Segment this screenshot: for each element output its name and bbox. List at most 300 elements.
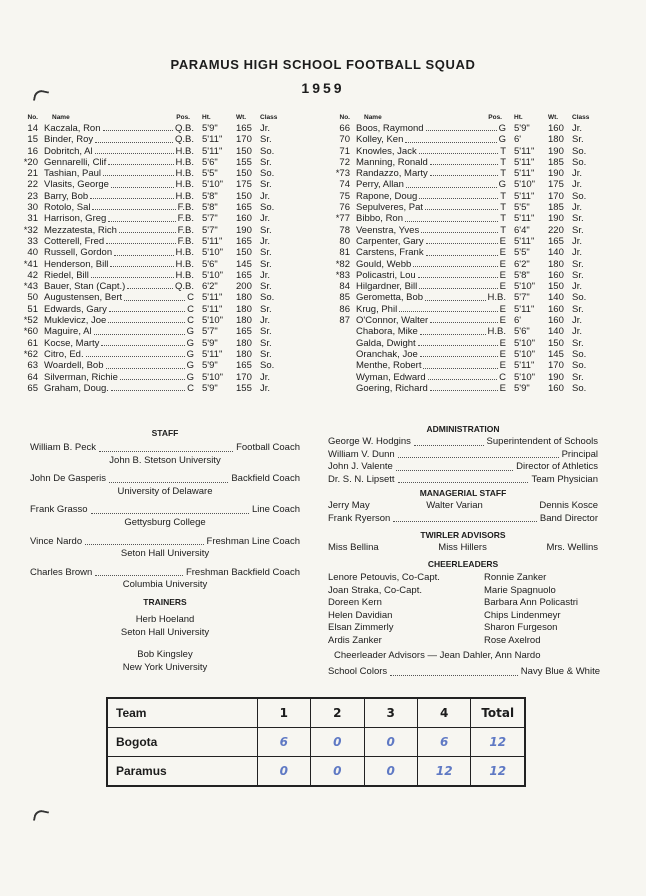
header-height: Ht. (202, 113, 211, 121)
roster-row (326, 338, 631, 349)
leader-dots (423, 360, 497, 368)
player-class: So. (572, 360, 587, 372)
twirler-advisor: Miss Bellina (328, 542, 379, 553)
player-height: 5'10" (202, 371, 224, 383)
leader-dots (106, 360, 185, 368)
player-position: C (187, 303, 194, 315)
cheerleader-name: Ronnie Zanker (484, 572, 547, 583)
leader-dots (398, 449, 559, 459)
leader-dots (426, 123, 497, 131)
player-weight: 165 (236, 269, 252, 281)
header-number: No. (27, 113, 38, 121)
roster-row (14, 157, 314, 168)
trainer-entry (30, 614, 300, 639)
player-position: T (500, 145, 506, 157)
player-position: H.B. (487, 292, 506, 304)
page-title: PARAMUS HIGH SCHOOL FOOTBALL SQUAD (170, 57, 476, 72)
player-name: Goering, Richard (356, 382, 428, 394)
leader-dots (94, 326, 185, 334)
player-name: Chabora, Mike (356, 326, 418, 338)
manager-name: Dennis Kosce (539, 500, 598, 511)
leader-dots (91, 270, 174, 278)
roster-row (326, 236, 631, 247)
roster-row (326, 191, 631, 202)
player-name: Vlasits, George (44, 179, 109, 191)
leader-dots (92, 202, 175, 210)
player-class: Jr. (260, 235, 271, 247)
season-year: 1959 (301, 80, 345, 96)
trainers-heading: TRAINERS (143, 597, 187, 607)
administrator-name: Dr. S. N. Lipsett (328, 473, 395, 485)
leader-dots (420, 326, 486, 334)
player-position: T (500, 190, 506, 202)
handwritten-score: 12 (417, 757, 470, 787)
player-name-position (44, 281, 194, 292)
header-weight: Wt. (548, 113, 559, 121)
player-position: G (498, 134, 506, 146)
twirler-advisor: Mrs. Wellins (546, 542, 598, 553)
staff-entry (30, 473, 300, 498)
scoreboard-header-row (107, 698, 525, 728)
player-name: Tashian, Paul (44, 168, 102, 180)
player-weight: 170 (548, 360, 564, 372)
player-height: 5'11" (202, 134, 223, 146)
jersey-number: 30 (27, 202, 38, 214)
player-position: T (500, 202, 506, 214)
player-class: Sr. (260, 337, 272, 349)
player-height: 5'10" (202, 269, 224, 281)
roster-row (14, 123, 314, 134)
player-class: Sr. (260, 156, 272, 168)
player-class: So. (572, 145, 587, 157)
leader-dots (419, 191, 498, 199)
player-weight: 160 (548, 315, 564, 327)
player-class: Sr. (260, 348, 272, 360)
player-position: Q.B. (174, 123, 194, 134)
player-position: E (499, 281, 506, 293)
player-name: Carstens, Frank (356, 247, 424, 259)
player-position: T (500, 156, 506, 168)
player-name: Gennarelli, Clif (44, 156, 107, 168)
staff-line (30, 442, 300, 455)
player-name: Sepulveres, Pat (356, 202, 424, 214)
leader-dots (430, 168, 498, 176)
player-weight: 160 (548, 123, 564, 134)
jersey-number (326, 338, 356, 349)
jersey-number: 86 (339, 303, 350, 315)
roster-row (14, 134, 314, 145)
leader-dots (430, 157, 498, 165)
player-name-position (356, 326, 506, 337)
jersey-number: 81 (339, 247, 350, 259)
cheerleader-name: Doreen Kern (328, 597, 382, 609)
administration-heading: ADMINISTRATION (426, 424, 500, 434)
player-weight: 180 (236, 303, 252, 315)
player-height: 5'10" (514, 179, 536, 191)
cheerleaders-heading: CHEERLEADERS (427, 559, 499, 569)
player-name: Binder, Roy (44, 134, 94, 146)
manager-name: Walter Varian (426, 500, 483, 511)
player-class: Sr. (572, 213, 584, 225)
header-height: Ht. (514, 113, 523, 121)
player-name-position (356, 179, 506, 190)
manager-name: Jerry May (328, 500, 370, 511)
player-height: 5'10" (514, 281, 536, 293)
staff-role: Line Coach (251, 504, 300, 516)
player-height: 5'11" (514, 213, 535, 225)
player-position: F.B. (177, 235, 194, 247)
jersey-number: 21 (27, 168, 38, 180)
roster-row (14, 168, 314, 179)
leader-dots (103, 168, 173, 176)
roster-row (14, 292, 314, 303)
roster-row (326, 213, 631, 224)
player-name: Henderson, Bill (44, 258, 109, 270)
staff-line (30, 504, 300, 517)
roster-row (326, 383, 631, 394)
leader-dots (425, 202, 498, 210)
player-weight: 185 (548, 156, 564, 168)
player-name-position (44, 304, 194, 315)
roster-row (326, 281, 631, 292)
player-name: Edwards, Gary (44, 303, 107, 315)
player-weight: 150 (236, 247, 252, 259)
player-class: Sr. (260, 134, 272, 146)
player-position: C (187, 382, 194, 394)
player-position: Q.B. (174, 281, 194, 293)
player-position: H.B. (175, 156, 194, 168)
cheerleader-name: Elsan Zimmerly (328, 622, 394, 634)
jersey-number: *60 (23, 326, 38, 338)
player-height: 5'5" (514, 247, 530, 259)
player-name-position (44, 213, 194, 224)
player-height: 5'11" (202, 292, 223, 304)
staff-name: Vince Nardo (30, 535, 83, 547)
leader-dots (109, 304, 185, 312)
leader-dots (419, 146, 498, 154)
trainer-name: Bob Kingsley (137, 649, 193, 661)
player-class: Jr. (572, 202, 583, 214)
player-height: 5'11" (514, 156, 535, 168)
player-class: Jr. (572, 247, 583, 259)
roster-row (14, 191, 314, 202)
leader-dots (426, 247, 498, 255)
player-name: Krug, Phil (356, 303, 398, 315)
player-name-position (44, 157, 194, 168)
cheerleader-name: Barbara Ann Policastri (484, 597, 578, 609)
cheerleader-name: Ardis Zanker (328, 634, 382, 646)
handwritten-score: 0 (364, 728, 417, 757)
player-weight: 140 (548, 326, 564, 338)
leader-dots (124, 292, 185, 300)
player-weight: 150 (548, 337, 564, 349)
player-name-position (356, 225, 506, 236)
player-height: 6' (514, 315, 522, 327)
player-name: Gould, Webb (356, 258, 412, 270)
player-name-position (356, 146, 506, 157)
player-name: Bibbo, Ron (356, 213, 404, 225)
jersey-number: *73 (335, 168, 350, 180)
roster-header-row (14, 110, 314, 123)
player-class: Jr. (260, 315, 271, 327)
player-class: Jr. (572, 235, 583, 247)
twirler-advisor: Miss Hillers (438, 542, 487, 553)
jersey-number: 78 (339, 224, 350, 236)
roster-row (14, 236, 314, 247)
player-name-position (356, 123, 506, 134)
player-position: G (498, 123, 506, 134)
administrator-role: Principal (561, 448, 598, 460)
player-weight: 165 (236, 235, 252, 247)
player-weight: 165 (236, 326, 252, 338)
leader-dots (111, 383, 185, 391)
leader-dots (86, 349, 185, 357)
player-position: E (499, 360, 506, 372)
jersey-number: 75 (339, 190, 350, 202)
roster-row (326, 304, 631, 315)
team-name: Bogota (107, 728, 257, 757)
player-height: 5'9" (202, 360, 218, 372)
jersey-number (326, 383, 356, 394)
roster-left-column (14, 110, 314, 394)
player-weight: 180 (236, 348, 252, 360)
quarter-header: 2 (311, 698, 364, 728)
player-name: Graham, Doug. (44, 382, 109, 394)
player-position: T (500, 224, 506, 236)
player-name-position (44, 372, 194, 383)
staff-role: Football Coach (236, 442, 300, 453)
player-weight: 145 (548, 348, 564, 360)
player-weight: 190 (236, 224, 252, 236)
player-name: Perry, Allan (356, 179, 404, 191)
cheerleader-name: Chips Lindenmeyr (484, 609, 561, 621)
roster-row (14, 281, 314, 292)
player-name-position (44, 259, 194, 270)
player-height: 6'2" (514, 258, 530, 270)
player-position: F.B. (177, 202, 194, 214)
roster-row (14, 179, 314, 190)
player-name-position (356, 383, 506, 394)
leader-dots (85, 536, 203, 546)
player-class: Sr. (260, 258, 272, 270)
player-class: Sr. (260, 326, 272, 338)
administrator-role: Superintendent of Schools (486, 436, 598, 447)
player-height: 5'9" (202, 123, 218, 134)
player-name: Silverman, Richie (44, 371, 118, 383)
player-name: Kaczala, Ron (44, 123, 101, 134)
roster-row (14, 259, 314, 270)
player-name-position (44, 202, 194, 213)
leader-dots (90, 191, 173, 199)
player-class: Jr. (572, 281, 583, 293)
leader-dots (413, 259, 497, 267)
scoreboard-row-paramus (107, 757, 525, 787)
player-height: 5'11" (514, 303, 535, 315)
roster-row (326, 202, 631, 213)
header-name: Name (52, 113, 70, 121)
player-position: C (499, 371, 506, 383)
player-position: H.B. (175, 258, 194, 270)
jersey-number: 14 (27, 123, 38, 134)
administration-line (328, 474, 598, 487)
player-weight: 150 (236, 168, 252, 180)
staff-role: Backfield Coach (231, 473, 300, 485)
player-height: 5'7" (202, 224, 218, 236)
player-position: G (186, 337, 194, 349)
roster-row (326, 179, 631, 190)
player-height: 6'2" (202, 281, 218, 293)
staff-role: Freshman Line Coach (206, 535, 300, 547)
handwritten-score: 6 (417, 728, 470, 757)
player-class: Sr. (572, 269, 584, 281)
player-name-position (356, 349, 506, 360)
staff-entry (30, 442, 300, 467)
jersey-number: 87 (339, 315, 350, 327)
player-name: Menthe, Robert (356, 360, 422, 372)
player-name-position (356, 270, 506, 281)
roster-row (14, 338, 314, 349)
player-class: So. (572, 292, 587, 304)
player-class: Sr. (572, 303, 584, 315)
player-height: 5'10" (202, 179, 224, 191)
player-height: 5'6" (202, 258, 218, 270)
staff-name: Charles Brown (30, 566, 93, 578)
leader-dots (108, 315, 185, 323)
roster-row (326, 372, 631, 383)
player-height: 5'11" (514, 145, 535, 157)
header-name-pos (44, 112, 194, 123)
player-name-position (356, 281, 506, 292)
player-name: Gerometta, Bob (356, 292, 424, 304)
player-name-position (356, 202, 506, 213)
leader-dots (108, 213, 175, 221)
player-name-position (44, 326, 194, 337)
jersey-number: *77 (335, 213, 350, 225)
player-name: Mezzatesta, Rich (44, 224, 117, 236)
player-class: Jr. (260, 371, 271, 383)
staff-name: Frank Grasso (30, 504, 88, 516)
player-position: T (500, 213, 506, 225)
staff-school: Columbia University (122, 579, 208, 591)
player-name: Dobritch, Al (44, 145, 93, 157)
player-class: Jr. (260, 269, 271, 281)
player-weight: 220 (548, 224, 564, 236)
player-class: So. (260, 202, 275, 214)
header-class: Class (260, 113, 278, 121)
player-height: 6'4" (514, 224, 530, 236)
player-class: Sr. (260, 281, 272, 293)
roster-row (326, 123, 631, 134)
player-height: 5'11" (202, 348, 223, 360)
twirler-list (328, 542, 598, 555)
roster-row (326, 134, 631, 145)
leader-dots (114, 247, 173, 255)
team-column-header: Team (107, 698, 257, 728)
player-position: E (499, 235, 506, 247)
header-number: No. (339, 113, 350, 121)
player-height: 5'10" (514, 337, 536, 349)
roster-row (14, 202, 314, 213)
player-class: So. (572, 190, 587, 202)
jersey-number: 71 (339, 145, 350, 157)
staff-name: William B. Peck (30, 442, 96, 453)
player-weight: 200 (236, 281, 252, 293)
jersey-number: 51 (27, 303, 38, 315)
player-class: So. (572, 382, 587, 394)
player-name-position (44, 349, 194, 360)
school-colors-label: School Colors (328, 666, 388, 678)
player-class: So. (572, 348, 587, 360)
player-weight: 170 (236, 134, 252, 146)
player-height: 5'7" (202, 326, 218, 338)
leader-dots (119, 225, 176, 233)
player-weight: 180 (236, 337, 252, 349)
leader-dots (421, 225, 498, 233)
player-position: E (499, 247, 506, 259)
player-position: F.B. (177, 213, 194, 225)
player-name-position (356, 236, 506, 247)
roster-row (14, 372, 314, 383)
player-height: 5'8" (202, 202, 218, 214)
cheerleader-name: Sharon Furgeson (484, 622, 558, 634)
player-class: So. (572, 156, 587, 168)
cheerleader-name: Helen Davidian (328, 609, 393, 621)
player-class: Jr. (572, 123, 583, 134)
player-position: H.B. (175, 190, 194, 202)
handwritten-total: 12 (471, 728, 525, 757)
quarter-header: 3 (364, 698, 417, 728)
roster-row (14, 360, 314, 371)
administration-line (328, 461, 598, 474)
player-weight: 190 (548, 145, 564, 157)
player-weight: 190 (548, 371, 564, 383)
staff-entry (30, 536, 300, 561)
leader-dots (419, 281, 497, 289)
jersey-number: 63 (27, 360, 38, 372)
player-name: Manning, Ronald (356, 156, 428, 168)
player-position: G (186, 371, 194, 383)
player-name-position (44, 179, 194, 190)
quarter-header: 1 (257, 698, 310, 728)
jersey-number: 85 (339, 292, 350, 304)
player-weight: 180 (236, 315, 252, 327)
leader-dots (418, 270, 498, 278)
leader-dots (108, 157, 173, 165)
player-class: Jr. (260, 382, 271, 394)
managerial-list (328, 500, 598, 525)
staff-entry (30, 504, 300, 529)
player-weight: 185 (548, 202, 564, 214)
player-weight: 160 (548, 382, 564, 394)
player-class: Jr. (572, 179, 583, 191)
player-weight: 170 (236, 371, 252, 383)
team-name: Paramus (107, 757, 257, 787)
roster-row (14, 326, 314, 337)
player-class: Sr. (572, 134, 584, 146)
player-height: 5'9" (202, 337, 218, 349)
jersey-number: *32 (23, 224, 38, 236)
jersey-number: 61 (27, 337, 38, 349)
staff-heading: STAFF (151, 428, 179, 438)
player-height: 5'9" (202, 382, 218, 394)
player-height: 5'10" (202, 247, 224, 259)
player-name: Wyman, Edward (356, 371, 426, 383)
roster-row (326, 270, 631, 281)
leader-dots (106, 236, 175, 244)
player-height: 5'5" (202, 168, 218, 180)
player-height: 5'9" (514, 123, 530, 134)
header-name: Name (364, 113, 382, 121)
